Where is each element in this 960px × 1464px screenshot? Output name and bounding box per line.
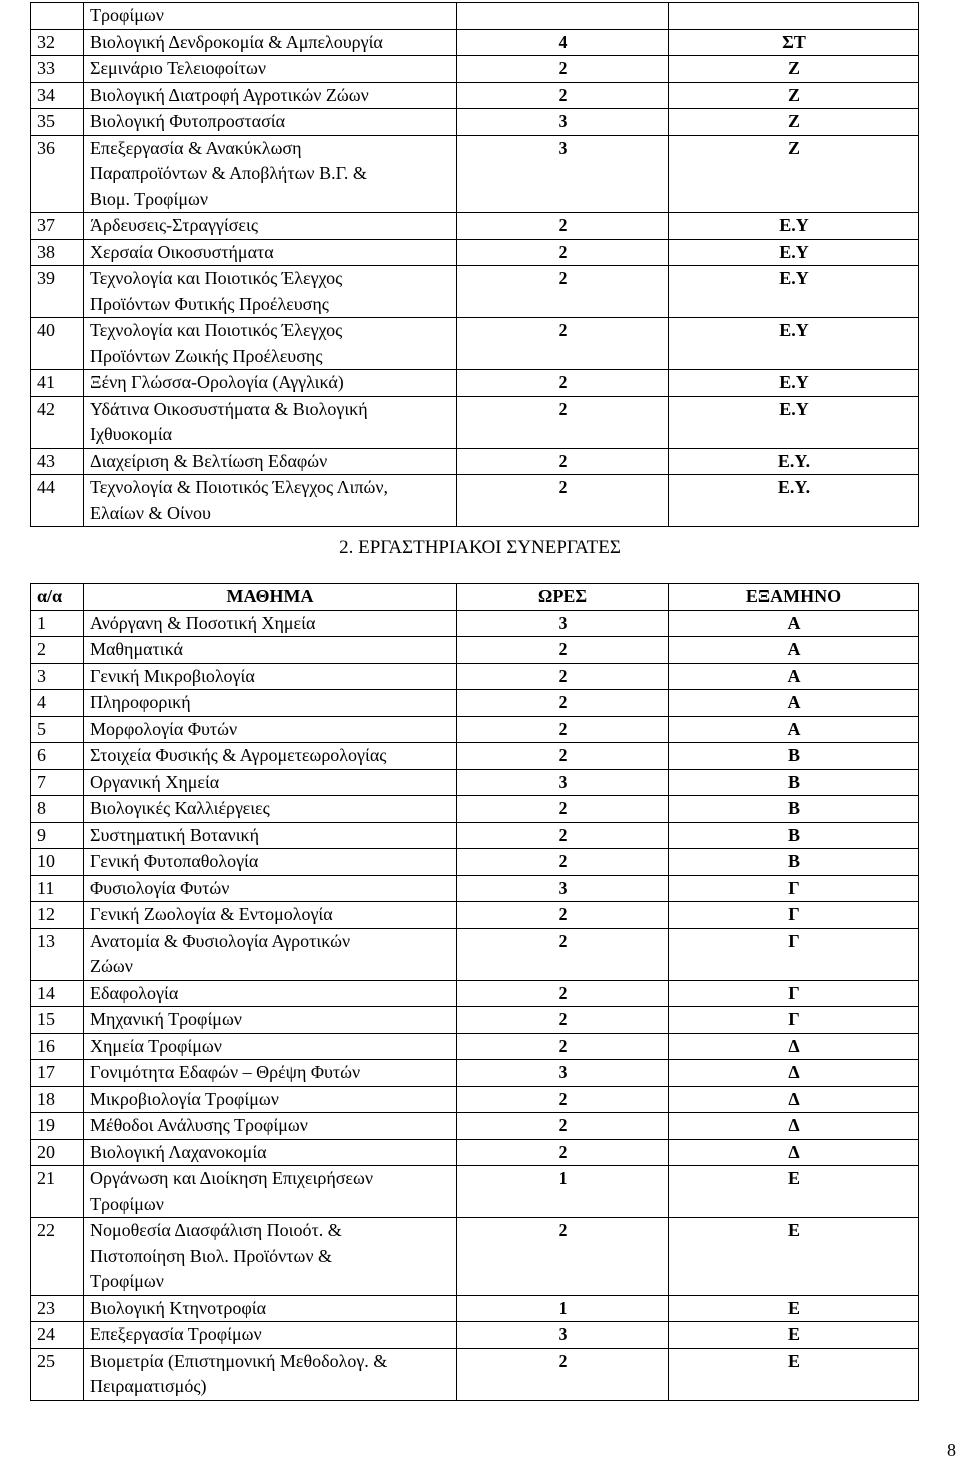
table-row bbox=[31, 743, 919, 770]
hours: 3 bbox=[457, 1322, 669, 1349]
hours: 2 bbox=[457, 370, 669, 397]
row-number: 9 bbox=[31, 822, 84, 849]
row-number: 15 bbox=[31, 1007, 84, 1034]
course-name-line: Νομοθεσία Διασφάλιση Ποιοότ. & bbox=[90, 1220, 342, 1240]
course-name-line: Βιολογική Κτηνοτροφία bbox=[90, 1297, 267, 1318]
hours: 4 bbox=[457, 29, 669, 56]
course-name bbox=[84, 396, 457, 448]
row-number: 7 bbox=[31, 769, 84, 796]
hours: 2 bbox=[457, 690, 669, 717]
hours: 2 bbox=[457, 1086, 669, 1113]
course-name bbox=[84, 1007, 457, 1034]
course-name-line: Οργανική Χημεία bbox=[90, 771, 220, 792]
course-name bbox=[84, 690, 457, 717]
table-row bbox=[31, 1007, 919, 1034]
course-name bbox=[84, 1113, 457, 1140]
course-name-line: Στοιχεία Φυσικής & Αγρομετεωρολογίας bbox=[90, 745, 387, 765]
course-name-line: Ξένη Γλώσσα-Ορολογία (Αγγλικά) bbox=[90, 372, 344, 392]
semester: Α bbox=[669, 637, 919, 664]
hours: 2 bbox=[457, 822, 669, 849]
course-name bbox=[84, 928, 457, 980]
course-name bbox=[84, 1166, 457, 1218]
course-name-line: Επεξεργασία & Ανακύκλωση bbox=[90, 137, 302, 158]
semester: Ε bbox=[669, 1295, 919, 1322]
header-aa: α/α bbox=[31, 584, 84, 611]
course-name bbox=[84, 1295, 457, 1322]
course-name-line: Μορφολογία Φυτών bbox=[90, 718, 238, 739]
row-number: 36 bbox=[31, 135, 84, 213]
row-number: 17 bbox=[31, 1060, 84, 1087]
course-name-line: Πληροφορική bbox=[90, 692, 191, 712]
continuation-row bbox=[31, 3, 919, 30]
table-row bbox=[31, 318, 919, 370]
hours: 2 bbox=[457, 1007, 669, 1034]
table-row bbox=[31, 1060, 919, 1087]
row-number: 21 bbox=[31, 1166, 84, 1218]
semester: Ε bbox=[669, 1166, 919, 1218]
course-name-line: Τεχνολογία και Ποιοτικός Έλεγχος bbox=[90, 320, 343, 340]
table-header-row bbox=[31, 584, 919, 611]
semester: Α bbox=[669, 663, 919, 690]
course-name-line: Ανατομία & Φυσιολογία Αγροτικών bbox=[90, 930, 351, 951]
table-row bbox=[31, 690, 919, 717]
row-number: 33 bbox=[31, 56, 84, 83]
course-name-line: Βιολογική Διατροφή Αγροτικών Ζώων bbox=[90, 84, 369, 105]
hours: 2 bbox=[457, 475, 669, 527]
semester: Γ bbox=[669, 980, 919, 1007]
row-number: 22 bbox=[31, 1218, 84, 1296]
row-number: 13 bbox=[31, 928, 84, 980]
course-name bbox=[84, 849, 457, 876]
hours: 2 bbox=[457, 796, 669, 823]
table-row bbox=[31, 266, 919, 318]
row-number: 16 bbox=[31, 1033, 84, 1060]
hours: 2 bbox=[457, 448, 669, 475]
table-row bbox=[31, 637, 919, 664]
hours: 2 bbox=[457, 1139, 669, 1166]
course-name bbox=[84, 769, 457, 796]
semester: Α bbox=[669, 610, 919, 637]
table-cell bbox=[457, 3, 669, 30]
row-number: 43 bbox=[31, 448, 84, 475]
semester: Γ bbox=[669, 928, 919, 980]
hours: 2 bbox=[457, 239, 669, 266]
course-name-line: Συστηματική Βοτανική bbox=[90, 824, 260, 845]
course-name-line: Βιολογικές Καλλιέργειες bbox=[90, 798, 270, 818]
table-row bbox=[31, 1218, 919, 1296]
course-name bbox=[84, 370, 457, 397]
row-number: 41 bbox=[31, 370, 84, 397]
row-number: 42 bbox=[31, 396, 84, 448]
hours: 3 bbox=[457, 875, 669, 902]
hours: 3 bbox=[457, 769, 669, 796]
course-name bbox=[84, 875, 457, 902]
lab-assistants-courses-table bbox=[30, 583, 919, 1401]
course-name-line: Βιομ. Τροφίμων bbox=[90, 188, 209, 209]
course-name bbox=[84, 82, 457, 109]
semester: Α bbox=[669, 716, 919, 743]
course-name-line: Άρδευσεις-Στραγγίσεις bbox=[90, 215, 258, 235]
course-name-line: Μαθηματικά bbox=[90, 639, 183, 659]
semester: Β bbox=[669, 796, 919, 823]
course-name-line: Ελαίων & Οίνου bbox=[90, 502, 211, 523]
table-row bbox=[31, 1113, 919, 1140]
course-name-line: Διαχείριση & Βελτίωση Εδαφών bbox=[90, 450, 328, 471]
courses-table-continued bbox=[30, 2, 919, 527]
row-number: 25 bbox=[31, 1348, 84, 1400]
semester: Ε.Υ. bbox=[669, 475, 919, 527]
table-row bbox=[31, 135, 919, 213]
semester: Α bbox=[669, 690, 919, 717]
semester: ΣΤ bbox=[669, 29, 919, 56]
hours: 2 bbox=[457, 663, 669, 690]
course-name-line: Οργάνωση και Διοίκηση Επιχειρήσεων bbox=[90, 1168, 373, 1188]
course-name-line: Ζώων bbox=[90, 956, 133, 976]
hours: 3 bbox=[457, 109, 669, 136]
course-name-line: Πειραματισμός) bbox=[90, 1376, 207, 1396]
semester: Ε.Υ bbox=[669, 396, 919, 448]
semester: Ε.Υ bbox=[669, 318, 919, 370]
table-row bbox=[31, 82, 919, 109]
semester: Β bbox=[669, 769, 919, 796]
table-row bbox=[31, 475, 919, 527]
row-number: 34 bbox=[31, 82, 84, 109]
row-number: 38 bbox=[31, 239, 84, 266]
table-row bbox=[31, 1166, 919, 1218]
semester: Ζ bbox=[669, 135, 919, 213]
course-name bbox=[84, 318, 457, 370]
course-name bbox=[84, 610, 457, 637]
hours: 2 bbox=[457, 1033, 669, 1060]
header-course: ΜΑΘΗΜΑ bbox=[84, 584, 457, 611]
hours: 2 bbox=[457, 902, 669, 929]
semester: Ε.Υ bbox=[669, 239, 919, 266]
course-name bbox=[84, 1322, 457, 1349]
hours: 2 bbox=[457, 637, 669, 664]
course-name bbox=[84, 213, 457, 240]
table-cell bbox=[669, 3, 919, 30]
table-row bbox=[31, 396, 919, 448]
semester: Ε.Υ bbox=[669, 370, 919, 397]
course-name bbox=[84, 822, 457, 849]
course-name bbox=[84, 1086, 457, 1113]
row-number: 40 bbox=[31, 318, 84, 370]
table-row bbox=[31, 928, 919, 980]
course-name bbox=[84, 475, 457, 527]
semester: Γ bbox=[669, 902, 919, 929]
semester: Ε bbox=[669, 1322, 919, 1349]
table-row bbox=[31, 370, 919, 397]
course-name-line: Εδαφολογία bbox=[90, 982, 179, 1003]
course-name-line: Ανόργανη & Ποσοτική Χημεία bbox=[90, 612, 316, 633]
semester: Ε bbox=[669, 1218, 919, 1296]
table-row bbox=[31, 1139, 919, 1166]
semester: Ε.Υ bbox=[669, 213, 919, 240]
hours: 2 bbox=[457, 849, 669, 876]
course-name bbox=[84, 663, 457, 690]
table-row bbox=[31, 769, 919, 796]
course-name bbox=[84, 796, 457, 823]
semester: Δ bbox=[669, 1033, 919, 1060]
row-number: 14 bbox=[31, 980, 84, 1007]
row-number: 39 bbox=[31, 266, 84, 318]
course-name-line: Χερσαία Οικοσυστήματα bbox=[90, 241, 274, 262]
course-name-line: Ιχθυοκομία bbox=[90, 424, 173, 444]
header-semester: ΕΞΑΜΗΝΟ bbox=[669, 584, 919, 611]
course-name-line: Φυσιολογία Φυτών bbox=[90, 877, 230, 898]
row-number: 18 bbox=[31, 1086, 84, 1113]
table-row bbox=[31, 239, 919, 266]
hours: 2 bbox=[457, 928, 669, 980]
course-name-line: Μέθοδοι Ανάλυσης Τροφίμων bbox=[90, 1115, 308, 1135]
hours: 3 bbox=[457, 135, 669, 213]
hours: 3 bbox=[457, 610, 669, 637]
row-number: 37 bbox=[31, 213, 84, 240]
row-number: 3 bbox=[31, 663, 84, 690]
semester: Ε.Υ. bbox=[669, 448, 919, 475]
course-name-line: Προϊόντων Φυτικής Προέλευσης bbox=[90, 293, 329, 314]
semester: Γ bbox=[669, 875, 919, 902]
semester: Δ bbox=[669, 1060, 919, 1087]
hours: 2 bbox=[457, 743, 669, 770]
course-name bbox=[84, 980, 457, 1007]
semester: Ζ bbox=[669, 56, 919, 83]
course-name bbox=[84, 1218, 457, 1296]
course-name-line: Βιολογική Φυτοπροστασία bbox=[90, 111, 286, 131]
hours: 3 bbox=[457, 1060, 669, 1087]
course-name-line: Παραπροϊόντων & Αποβλήτων Β.Γ. & bbox=[90, 163, 367, 183]
row-number: 24 bbox=[31, 1322, 84, 1349]
course-name-line: Σεμινάριο Τελειοφοίτων bbox=[90, 58, 266, 78]
course-name bbox=[84, 1139, 457, 1166]
row-number: 2 bbox=[31, 637, 84, 664]
course-name-line: Βιομετρία (Επιστημονική Μεθοδολογ. & bbox=[90, 1350, 388, 1371]
row-number: 35 bbox=[31, 109, 84, 136]
semester: Β bbox=[669, 822, 919, 849]
table-row bbox=[31, 796, 919, 823]
row-number: 11 bbox=[31, 875, 84, 902]
table-row bbox=[31, 716, 919, 743]
hours: 2 bbox=[457, 56, 669, 83]
course-name-line: Γονιμότητα Εδαφών – Θρέψη Φυτών bbox=[90, 1062, 361, 1082]
semester: Δ bbox=[669, 1113, 919, 1140]
semester: Δ bbox=[669, 1086, 919, 1113]
hours: 2 bbox=[457, 716, 669, 743]
table-row bbox=[31, 1348, 919, 1400]
course-name bbox=[84, 716, 457, 743]
course-name bbox=[84, 1348, 457, 1400]
hours: 2 bbox=[457, 82, 669, 109]
table-row bbox=[31, 1033, 919, 1060]
semester: Δ bbox=[669, 1139, 919, 1166]
hours: 2 bbox=[457, 213, 669, 240]
course-name-line: Τεχνολογία & Ποιοτικός Έλεγχος Λιπών, bbox=[90, 477, 389, 497]
course-name-line: Χημεία Τροφίμων bbox=[90, 1035, 222, 1056]
semester: Ζ bbox=[669, 109, 919, 136]
course-name bbox=[84, 902, 457, 929]
row-number: 19 bbox=[31, 1113, 84, 1140]
course-name bbox=[84, 743, 457, 770]
table-row bbox=[31, 56, 919, 83]
table-row bbox=[31, 849, 919, 876]
course-name-line: Γενική Ζωολογία & Εντομολογία bbox=[90, 904, 333, 924]
row-number: 12 bbox=[31, 902, 84, 929]
semester: Ζ bbox=[669, 82, 919, 109]
table-row bbox=[31, 610, 919, 637]
semester: Ε bbox=[669, 1348, 919, 1400]
course-name bbox=[84, 448, 457, 475]
section-title: 2. ΕΡΓΑΣΤΗΡΙΑΚΟΙ ΣΥΝΕΡΓΑΤΕΣ bbox=[339, 537, 621, 558]
course-name bbox=[84, 266, 457, 318]
course-name-line: Υδάτινα Οικοσυστήματα & Βιολογική bbox=[90, 398, 368, 419]
course-name-line: Επεξεργασία Τροφίμων bbox=[90, 1324, 262, 1344]
semester: Γ bbox=[669, 1007, 919, 1034]
hours: 2 bbox=[457, 980, 669, 1007]
table-row bbox=[31, 448, 919, 475]
table-row bbox=[31, 213, 919, 240]
course-name-line: Προϊόντων Ζωικής Προέλευσης bbox=[90, 345, 323, 366]
hours: 2 bbox=[457, 396, 669, 448]
course-name-line: Μικροβιολογία Τροφίμων bbox=[90, 1088, 279, 1109]
table-row bbox=[31, 1295, 919, 1322]
row-number: 23 bbox=[31, 1295, 84, 1322]
table-row bbox=[31, 663, 919, 690]
row-number: 20 bbox=[31, 1139, 84, 1166]
table-cell bbox=[31, 3, 84, 30]
hours: 1 bbox=[457, 1166, 669, 1218]
course-name-line: Τροφίμων bbox=[90, 1271, 164, 1291]
course-name-line: Βιολογική Λαχανοκομία bbox=[90, 1141, 267, 1162]
hours: 2 bbox=[457, 1113, 669, 1140]
hours: 2 bbox=[457, 318, 669, 370]
semester: Β bbox=[669, 849, 919, 876]
table-row bbox=[31, 29, 919, 56]
course-name-line: Τεχνολογία και Ποιοτικός Έλεγχος bbox=[90, 268, 343, 288]
hours: 2 bbox=[457, 1218, 669, 1296]
table-row bbox=[31, 1322, 919, 1349]
course-name bbox=[84, 239, 457, 266]
course-name-line: Πιστοποίηση Βιολ. Προϊόντων & bbox=[90, 1245, 332, 1266]
table-row bbox=[31, 822, 919, 849]
row-number: 4 bbox=[31, 690, 84, 717]
table-row bbox=[31, 1086, 919, 1113]
row-number: 32 bbox=[31, 29, 84, 56]
course-name-continuation: Τροφίμων bbox=[84, 3, 457, 30]
course-name bbox=[84, 1033, 457, 1060]
header-hours: ΩΡΕΣ bbox=[457, 584, 669, 611]
course-name bbox=[84, 637, 457, 664]
hours: 2 bbox=[457, 1348, 669, 1400]
hours: 2 bbox=[457, 266, 669, 318]
semester: Ε.Υ bbox=[669, 266, 919, 318]
course-name bbox=[84, 29, 457, 56]
row-number: 8 bbox=[31, 796, 84, 823]
row-number: 1 bbox=[31, 610, 84, 637]
hours: 1 bbox=[457, 1295, 669, 1322]
table-row bbox=[31, 980, 919, 1007]
course-name-line: Μηχανική Τροφίμων bbox=[90, 1009, 242, 1029]
course-name bbox=[84, 1060, 457, 1087]
row-number: 6 bbox=[31, 743, 84, 770]
course-name bbox=[84, 109, 457, 136]
page-number: 8 bbox=[947, 1440, 956, 1460]
course-name bbox=[84, 56, 457, 83]
table-row bbox=[31, 902, 919, 929]
semester: Β bbox=[669, 743, 919, 770]
course-name-line: Βιολογική Δενδροκομία & Αμπελουργία bbox=[90, 31, 383, 52]
table-row bbox=[31, 109, 919, 136]
course-name bbox=[84, 135, 457, 213]
row-number: 10 bbox=[31, 849, 84, 876]
row-number: 5 bbox=[31, 716, 84, 743]
table-row bbox=[31, 875, 919, 902]
course-name-line: Τροφίμων bbox=[90, 1193, 164, 1214]
course-name-line: Γενική Μικροβιολογία bbox=[90, 665, 255, 686]
course-name-line: Γενική Φυτοπαθολογία bbox=[90, 851, 259, 871]
row-number: 44 bbox=[31, 475, 84, 527]
